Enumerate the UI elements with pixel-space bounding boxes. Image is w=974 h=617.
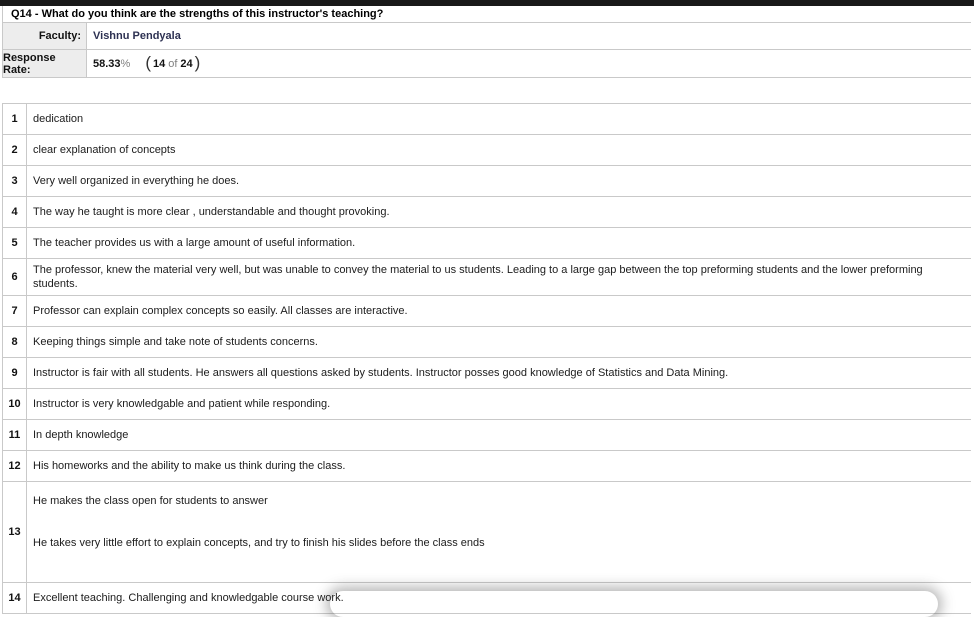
response-rate-label: Response Rate: bbox=[3, 50, 87, 77]
table-row bbox=[3, 358, 971, 389]
page-bottom-shadow bbox=[330, 591, 938, 617]
response-line: In depth knowledge bbox=[33, 429, 129, 441]
response-line: Excellent teaching. Challenging and knowledgable course work. bbox=[33, 592, 344, 604]
response-line: The way he taught is more clear , understandable and thought provoking. bbox=[33, 206, 390, 218]
response-rate-row bbox=[3, 50, 971, 78]
response-text bbox=[27, 358, 971, 388]
response-number: 12 bbox=[3, 451, 27, 481]
of-label: of bbox=[168, 57, 178, 70]
response-number: 9 bbox=[3, 358, 27, 388]
response-line: The teacher provides us with a large amount of useful information. bbox=[33, 237, 356, 249]
response-count: 14 bbox=[152, 57, 166, 70]
table-row bbox=[3, 259, 971, 296]
table-row bbox=[3, 296, 971, 327]
response-text bbox=[27, 135, 971, 165]
table-row bbox=[3, 135, 971, 166]
table-row bbox=[3, 197, 971, 228]
response-number: 2 bbox=[3, 135, 27, 165]
faculty-label: Faculty: bbox=[3, 23, 87, 49]
response-line: The professor, knew the material very well, but was unable to convey the material to us students. Leading to a large gap between the top preforming students and the lower preforming students. bbox=[33, 264, 923, 290]
close-paren: ) bbox=[194, 53, 201, 72]
response-text bbox=[27, 166, 971, 196]
faculty-row bbox=[3, 23, 971, 50]
table-row bbox=[3, 166, 971, 197]
table-row bbox=[3, 104, 971, 135]
response-line: Instructor is very knowledgable and patient while responding. bbox=[33, 398, 331, 410]
table-row bbox=[3, 389, 971, 420]
response-rate-percent: 58.33 bbox=[93, 57, 121, 70]
faculty-value: Vishnu Pendyala bbox=[93, 30, 181, 42]
response-line: He makes the class open for students to answer bbox=[33, 495, 268, 507]
response-text bbox=[27, 389, 971, 419]
response-number: 13 bbox=[3, 482, 27, 582]
response-text bbox=[27, 104, 971, 134]
question-header-table bbox=[2, 6, 971, 78]
response-text bbox=[27, 228, 971, 258]
table-row bbox=[3, 451, 971, 482]
table-row bbox=[3, 327, 971, 358]
question-title: Q14 - What do you think are the strengths of this instructor's teaching? bbox=[3, 6, 971, 23]
response-text bbox=[27, 197, 971, 227]
table-row bbox=[3, 420, 971, 451]
responses-table bbox=[2, 103, 971, 614]
response-line: Instructor is fair with all students. He answers all questions asked by students. Instructor posses good knowledge of Statistics and Data Mining. bbox=[33, 367, 729, 379]
response-number: 1 bbox=[3, 104, 27, 134]
open-paren: ( bbox=[145, 53, 151, 72]
response-text bbox=[27, 420, 971, 450]
response-line: Very well organized in everything he does. bbox=[33, 175, 240, 187]
response-number: 14 bbox=[3, 583, 27, 613]
response-number: 3 bbox=[3, 166, 27, 196]
response-number: 6 bbox=[3, 259, 27, 295]
response-line: His homeworks and the ability to make us think during the class. bbox=[33, 460, 346, 472]
table-row bbox=[3, 482, 971, 583]
response-text bbox=[27, 296, 971, 326]
response-rate-value bbox=[87, 50, 971, 77]
table-row bbox=[3, 228, 971, 259]
response-line: Keeping things simple and take note of students concerns. bbox=[33, 336, 318, 348]
response-line: He takes very little effort to explain concepts, and try to finish his slides before the class ends bbox=[33, 537, 485, 549]
response-number: 7 bbox=[3, 296, 27, 326]
response-line: Professor can explain complex concepts so easily. All classes are interactive. bbox=[33, 305, 408, 317]
response-total: 24 bbox=[180, 57, 193, 70]
response-text bbox=[27, 259, 971, 295]
response-text bbox=[27, 451, 971, 481]
response-text bbox=[27, 327, 971, 357]
response-number: 5 bbox=[3, 228, 27, 258]
response-line: clear explanation of concepts bbox=[33, 144, 176, 156]
response-number: 11 bbox=[3, 420, 27, 450]
percent-sign: % bbox=[120, 57, 131, 70]
response-number: 8 bbox=[3, 327, 27, 357]
response-number: 10 bbox=[3, 389, 27, 419]
response-line: dedication bbox=[33, 113, 84, 125]
response-number: 4 bbox=[3, 197, 27, 227]
response-text bbox=[27, 482, 971, 582]
